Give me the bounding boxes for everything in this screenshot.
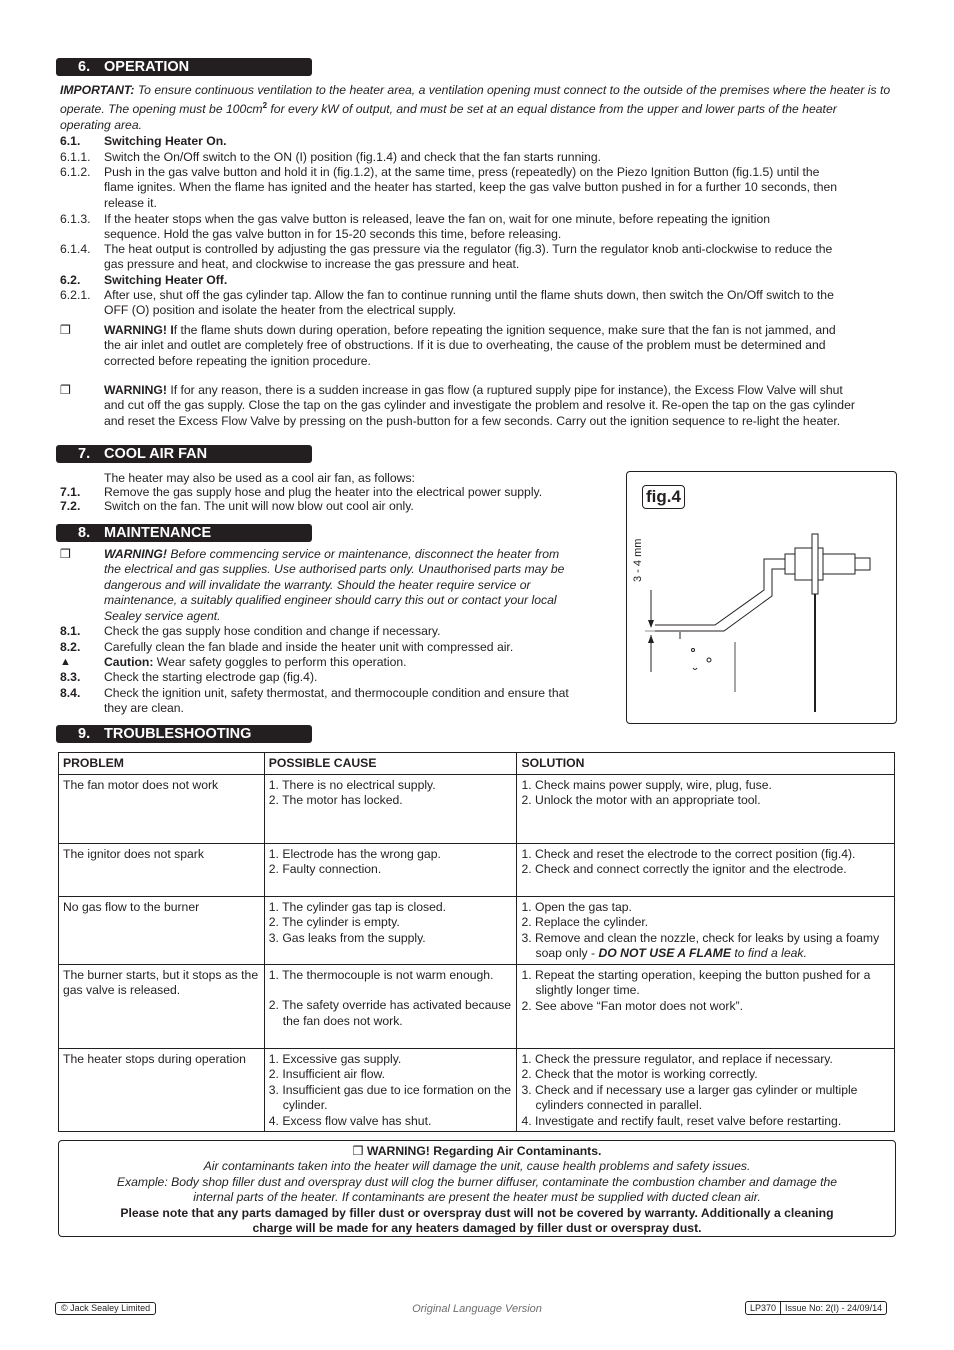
- cell-text: 2. Replace the cylinder.: [521, 915, 649, 930]
- solution-cell: [517, 844, 895, 897]
- step-6-1-1: [60, 150, 894, 165]
- step-title: Switching Heater Off.: [104, 273, 228, 287]
- step-text: gas pressure and heat, and clockwise to increase the gas pressure and heat.: [104, 257, 520, 272]
- cell-text: 1. Excessive gas supply.: [268, 1052, 402, 1066]
- cell-text: 2. Faulty connection.: [268, 862, 382, 877]
- problem-cell: [59, 965, 265, 1049]
- solution-cell: [517, 897, 895, 965]
- step-6-2: [60, 273, 894, 288]
- cell-text: 1. There is no electrical supply.: [268, 778, 436, 792]
- step-8-4: [60, 686, 610, 717]
- section-number: 6.: [78, 59, 91, 75]
- cause-cell: [264, 1049, 517, 1132]
- step-6-1-2: [60, 165, 894, 211]
- step-6-2-1: [60, 288, 894, 319]
- step-text: Switch the On/Off switch to the ON (I) position (fig.1.4) and check that the fan starts running.: [104, 150, 601, 164]
- step-text: Switch on the fan. The unit will now blow out cool air only.: [104, 499, 414, 513]
- step-text: sequence. Hold the gas valve button in for 15-20 seconds this time, before releasing.: [104, 227, 562, 242]
- problem-cell: [59, 775, 265, 844]
- cell-text: 3. Check and if necessary use a larger gas cylinder or multiple cylinders connected in parallel.: [521, 1082, 858, 1113]
- caution-label: Caution:: [104, 655, 154, 669]
- step-text: Push in the gas valve button and hold it in (fig.1.2), at the same time, press (repeatedly) on the Piezo Ignition Button (fig.1.5) until the: [104, 165, 820, 179]
- cell-text: 4. Investigate and rectify fault, reset valve before restarting.: [521, 1113, 842, 1128]
- section-title: OPERATION: [104, 59, 190, 75]
- step-number: 8.1.: [60, 624, 81, 638]
- step-number: 6.1.3.: [60, 212, 91, 226]
- warning-label: WARNING!: [104, 383, 167, 397]
- gap-dimension-label: 3 - 4 mm: [632, 538, 644, 582]
- cell-text: 3. Remove and clean the nozzle, check for leaks by using a foamy soap only -: [521, 930, 880, 961]
- warning-text: Example: Body shop filler dust and overspray dust will clog the burner diffuser, contaminate the combustion chamber and damage the: [116, 1174, 838, 1189]
- warning-text: Please note that any parts damaged by filler dust or overspray dust will not be covered by warranty. Additionally a cleaning: [120, 1205, 834, 1220]
- emphasis-text: DO NOT USE A FLAME: [598, 946, 731, 961]
- step-text: If the heater stops when the gas valve button is released, leave the fan on, wait for one minute, before repeating the ignition: [104, 212, 770, 226]
- cell-text: to find a leak.: [730, 946, 807, 961]
- step-number: 6.2.: [60, 273, 81, 287]
- checkbox-icon: ❒: [60, 383, 71, 397]
- step-8-3: [60, 670, 610, 685]
- step-6-1-3: [60, 212, 894, 243]
- copyright: © Jack Sealey Limited: [55, 1302, 156, 1315]
- superscript: 2: [262, 101, 268, 111]
- step-text: release it.: [104, 195, 157, 210]
- cell-text: 2. The motor has locked.: [268, 793, 403, 808]
- section-title: TROUBLESHOOTING: [104, 726, 252, 742]
- section-title: COOL AIR FAN: [104, 446, 208, 462]
- warning-text: corrected before repeating the ignition procedure.: [104, 353, 371, 368]
- step-title: Switching Heater On.: [104, 134, 227, 148]
- step-number: 8.2.: [60, 640, 81, 654]
- step-text: OFF (O) position and isolate the heater from the electrical supply.: [104, 303, 457, 318]
- problem-cell: [59, 1049, 265, 1132]
- cell-text: The heater stops during operation: [63, 1052, 246, 1066]
- section-title: MAINTENANCE: [104, 525, 212, 541]
- checkbox-icon: ❒: [352, 1144, 364, 1158]
- warning-label: WARNING!: [104, 547, 167, 561]
- important-note: [60, 83, 900, 133]
- table-row: [59, 897, 895, 965]
- important-text: To ensure continuous ventilation to the heater area, a ventilation opening must connect to the outside of the premises where the heater is to: [134, 83, 891, 97]
- warning-text: and reset the Excess Flow Valve by pressing on the push-button for a few seconds. Carry out the ignition sequence to re-light the heater.: [104, 413, 841, 428]
- step-number: 6.1.4.: [60, 242, 91, 256]
- cell-text: 1. The cylinder gas tap is closed.: [268, 900, 447, 914]
- step-8-2: [60, 640, 610, 655]
- warning-text: charge will be made for any heaters damaged by filler dust or overspray dust.: [252, 1221, 702, 1236]
- table-row: [59, 965, 895, 1049]
- cell-text: 2. Check that the motor is working correctly.: [521, 1067, 758, 1082]
- cell-text: 2. The safety override has activated because the fan does not work.: [268, 998, 512, 1028]
- step-number: 7.1.: [60, 485, 81, 499]
- table-row: [59, 1049, 895, 1132]
- step-number: 6.2.1.: [60, 288, 91, 302]
- warning-text: dangerous and will invalidate the warranty. Should the heater require service or: [104, 577, 531, 592]
- step-8-1: [60, 624, 610, 639]
- solution-cell: [517, 965, 895, 1049]
- solution-cell: [517, 775, 895, 844]
- warning-text: Air contaminants taken into the heater will damage the unit, cause health problems and safety issues.: [203, 1159, 751, 1174]
- cell-text: 1. Electrode has the wrong gap.: [268, 847, 441, 861]
- section-6-header: [56, 58, 312, 76]
- section-7-header: [56, 445, 312, 463]
- electrode-diagram: [627, 472, 896, 723]
- important-text: operating area.: [60, 117, 142, 132]
- cell-text: The ignitor does not spark: [63, 847, 204, 861]
- warning-text: f the flame shuts down during operation, before repeating the ignition sequence, make sure that the fan is not jammed, and: [173, 323, 836, 337]
- table-row: [59, 775, 895, 844]
- warning-text: the air inlet and outlet are completely free of obstructions. If it is due to overheating, the cause of the problem must be determined and: [104, 338, 826, 353]
- section-number: 7.: [78, 446, 91, 462]
- cell-text: 2. See above “Fan motor does not work”.: [521, 998, 743, 1013]
- warning-text: Before commencing service or maintenance, disconnect the heater from: [166, 547, 560, 561]
- step-number: 8.4.: [60, 686, 81, 700]
- cell-text: 1. Open the gas tap.: [521, 900, 632, 914]
- warning-title: WARNING! Regarding Air Contaminants.: [366, 1144, 602, 1158]
- cell-text: No gas flow to the burner: [63, 900, 200, 914]
- model-number: LP370: [746, 1302, 781, 1314]
- step-number: 7.2.: [60, 499, 81, 513]
- air-contaminants-warning: [58, 1140, 896, 1237]
- section-8-header: [56, 524, 312, 542]
- troubleshooting-table: [58, 752, 895, 1132]
- step-7-2: [60, 499, 620, 514]
- warning-gas-flow: [60, 383, 894, 429]
- step-text: flame ignites. When the flame has ignited and the heater has started, keep the gas valve button pushed in for a further 10 seconds, then: [104, 180, 838, 195]
- step-6-1-4: [60, 242, 894, 273]
- issue-info: [745, 1301, 887, 1315]
- step-number: 6.1.2.: [60, 165, 91, 179]
- section-9-header: [56, 725, 312, 743]
- important-text: operate. The opening must be 100cm: [60, 102, 263, 117]
- checkbox-icon: ❒: [60, 547, 71, 561]
- solution-cell: [517, 1049, 895, 1132]
- cell-text: 1. Check and reset the electrode to the correct position (fig.4).: [521, 847, 856, 861]
- cell-text: 3. Gas leaks from the supply.: [268, 930, 426, 945]
- cell-text: 2. Insufficient air flow.: [268, 1067, 386, 1082]
- step-text: Remove the gas supply hose and plug the heater into the electrical power supply.: [104, 485, 543, 499]
- column-header-problem: PROBLEM: [59, 753, 265, 775]
- step-number: 8.3.: [60, 670, 81, 684]
- maintenance-warning: [60, 547, 610, 624]
- section-number: 8.: [78, 525, 91, 541]
- table-row: [59, 844, 895, 897]
- warning-text: If for any reason, there is a sudden increase in gas flow (a ruptured supply pipe for instance), the Excess Flow Valve will shut: [166, 383, 843, 397]
- issue-number: Issue No: 2(I) - 24/09/14: [785, 1303, 883, 1313]
- checkbox-icon: ❒: [60, 323, 71, 337]
- cell-text: 1. Repeat the starting operation, keeping the button pushed for a slightly longer time.: [521, 968, 871, 998]
- cause-cell: [264, 844, 517, 897]
- cell-text: The fan motor does not work: [63, 778, 219, 792]
- caution-text: Wear safety goggles to perform this operation.: [153, 655, 407, 669]
- cause-cell: [264, 897, 517, 965]
- warning-flame: [60, 323, 894, 369]
- step-number: 6.1.1.: [60, 150, 91, 164]
- language-version: Original Language Version: [412, 1303, 542, 1315]
- cause-cell: [264, 775, 517, 844]
- column-header-solution: SOLUTION: [517, 753, 895, 775]
- step-text: they are clean.: [104, 701, 184, 716]
- step-6-1: [60, 134, 894, 149]
- figure-label: fig.4: [642, 485, 685, 509]
- cell-text: 2. Check and connect correctly the ignitor and the electrode.: [521, 862, 847, 877]
- problem-cell: [59, 897, 265, 965]
- warning-text: the electrical and gas supplies. Use authorised parts only. Unauthorised parts may be: [104, 562, 565, 577]
- step-text: Check the starting electrode gap (fig.4).: [104, 670, 318, 684]
- cell-text: 4. Excess flow valve has shut.: [268, 1113, 432, 1128]
- important-text: for every kW of output, and must be set at an equal distance from the upper and lower parts of the heater: [267, 102, 837, 117]
- cell-text: The burner starts, but it stops as the gas valve is released.: [63, 968, 259, 998]
- step-text: Carefully clean the fan blade and inside the heater unit with compressed air.: [104, 640, 514, 654]
- figure-4: [626, 471, 897, 724]
- table-header-row: [59, 753, 895, 775]
- cell-text: 2. The cylinder is empty.: [268, 915, 400, 930]
- problem-cell: [59, 844, 265, 897]
- step-number: 6.1.: [60, 134, 81, 148]
- column-header-cause: POSSIBLE CAUSE: [264, 753, 517, 775]
- cell-text: 1. Check mains power supply, wire, plug, fuse.: [521, 778, 772, 792]
- warning-text: Sealey service agent.: [104, 608, 221, 623]
- warning-text: and cut off the gas supply. Close the tap on the gas cylinder and investigate the problem and resolve it. Re-open the tap on the gas cylinder: [104, 398, 855, 413]
- cool-air-intro: The heater may also be used as a cool air fan, as follows:: [104, 471, 415, 485]
- warning-label: WARNING! I: [104, 323, 174, 337]
- important-label: IMPORTANT:: [60, 83, 135, 97]
- step-text: After use, shut off the gas cylinder tap. Allow the fan to continue running until the flame shuts down, then switch the On/Off switch to the: [104, 288, 834, 302]
- step-text: Check the ignition unit, safety thermostat, and thermocouple condition and ensure that: [104, 686, 569, 700]
- cell-text: 1. The thermocouple is not warm enough.: [268, 968, 494, 982]
- cell-text: 3. Insufficient gas due to ice formation on the cylinder.: [268, 1082, 512, 1113]
- section-number: 9.: [78, 726, 91, 742]
- step-text: The heat output is controlled by adjusting the gas pressure via the regulator (fig.3). Turn the regulator knob anti-clockwise to reduce the: [104, 242, 833, 256]
- warning-text: internal parts of the heater. If contaminants are present the heater must be supplied with ducted clean air.: [193, 1190, 761, 1205]
- cell-text: 1. Check the pressure regulator, and replace if necessary.: [521, 1052, 833, 1066]
- cell-text: 2. Unlock the motor with an appropriate tool.: [521, 793, 761, 808]
- caution-triangle-icon: ▲: [60, 656, 71, 668]
- step-text: Check the gas supply hose condition and change if necessary.: [104, 624, 441, 638]
- warning-text: maintenance, a suitably qualified engineer should carry this out or contact your local: [104, 593, 557, 608]
- caution: [60, 655, 610, 670]
- cause-cell: [264, 965, 517, 1049]
